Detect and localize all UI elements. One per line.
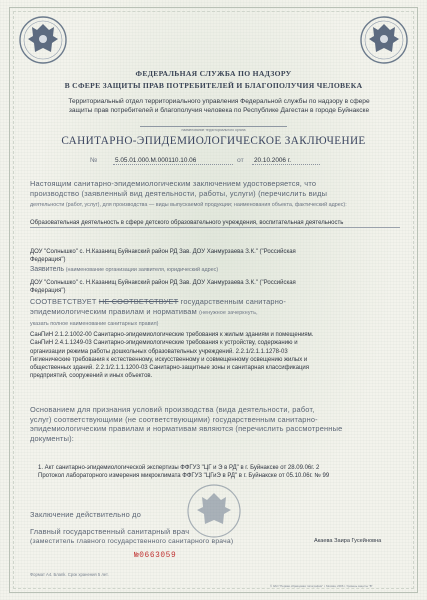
printer-footer: © ЗАО "Первая образцовая типография" г. Москва, 2006 г. Уровень защиты "В" bbox=[270, 584, 373, 588]
document-line: Протокол лабораторного измерения микроклимата ФФГУЗ "ЦГиЭ в РД" в г. Буйнакске от 05.10.06г. № 99 bbox=[38, 473, 330, 480]
chief-doctor-line1: Главный государственный санитарный врач bbox=[30, 527, 190, 536]
norm-line: общественных зданий. 2.2.1/2.1.1.1200-03 Санитарно-защитные зоны и санитарная классификация bbox=[30, 365, 310, 372]
norm-line: СанПиН 2.4.1.1249-03 Санитарно-эпидемиологические требования к устройству, содержанию и bbox=[30, 340, 298, 347]
certifies-line1: Настоящим санитарно-эпидемиологическим заключением удостоверяется, что bbox=[30, 179, 317, 188]
compliance-paragraph bbox=[30, 297, 402, 318]
basis-line1: Основанием для признания условий производства (вида деятельности, работ, bbox=[30, 405, 315, 414]
validity-row: Заключение действительно до bbox=[30, 510, 142, 519]
applicant-organization bbox=[30, 279, 398, 296]
object-organization-line1: ДОУ "Солнышко" с. Н.Казанищ Буйнакский район РД Зав. ДОУ Ханмурзаева З.К." ("Российская bbox=[30, 249, 296, 255]
applicant-label: Заявитель bbox=[30, 266, 65, 273]
applicant-organization-line2: Федерация") bbox=[30, 288, 66, 295]
signatory-name: Акаева Заира Гусейновна bbox=[314, 538, 382, 544]
date-label: от bbox=[237, 157, 244, 164]
compliance-complies: СООТВЕТСТВУЕТ bbox=[30, 297, 97, 306]
object-organization bbox=[30, 248, 398, 265]
agency-name-line1: ФЕДЕРАЛЬНАЯ СЛУЖБА ПО НАДЗОРУ bbox=[135, 69, 292, 78]
certifies-detail: деятельности (работ, услуг), для производства — виды выпускаемой продукции; наименования объекта, фактический адрес): bbox=[30, 202, 347, 208]
norm-line: Гигиенические требования к естественному, искусственному и совмещенному освещению жилых и bbox=[30, 356, 308, 363]
rospotrebnadzor-emblem-right-icon bbox=[359, 14, 409, 66]
form-footer: Формат А4. Блank. Срок хранения 5 лет. bbox=[30, 572, 109, 577]
serial-number: №0663059 bbox=[134, 552, 177, 560]
chief-doctor-title bbox=[30, 527, 310, 546]
compliance-not-complies: НЕ СООТВЕТСТВУЕТ bbox=[98, 297, 179, 306]
activity-description: Образовательная деятельность в сфере детского образовательного учреждения, воспитательная деятельность bbox=[30, 219, 400, 228]
object-organization-line2: Федерация") bbox=[30, 257, 66, 264]
document-title: САНИТАРНО-ЭПИДЕМИОЛОГИЧЕСКОЕ ЗАКЛЮЧЕНИЕ bbox=[61, 135, 366, 147]
basis-line4: документы): bbox=[30, 433, 75, 443]
number-label: № bbox=[90, 157, 98, 164]
applicant-row bbox=[30, 266, 398, 274]
applicant-note: (наименование организации заявителя, юридический адрес) bbox=[65, 267, 219, 273]
territorial-body-caption: наименование территориального органа bbox=[140, 126, 287, 132]
compliance-rest2: эпидемиологическим правилам и нормативам bbox=[30, 306, 197, 316]
certifies-paragraph bbox=[30, 179, 400, 198]
applicant-organization-line1: ДОУ "Солнышко" с. Н.Казанищ Буйнакский район РД Зав. ДОУ Ханмурзаева З.К." ("Российская bbox=[30, 280, 296, 286]
document-line: 1. Акт санитарно-эпидемиологической экспертизы ФФГУЗ "ЦГ и Э в РД" в г. Буйнакске от 28.09.06г. 2 bbox=[38, 465, 320, 471]
basis-line2: услуг) соответствующими (не соответствующими) государственным санитарно- bbox=[30, 414, 318, 424]
norms-list bbox=[30, 331, 400, 381]
certifies-line2: производство (заявленный вид деятельности, работы, услуги) (перечислить виды bbox=[30, 188, 328, 198]
territorial-body-line1: Территориальный отдел территориального управления Федеральной службы по надзору в сфере bbox=[68, 98, 370, 105]
territorial-body-line2: защиты прав потребителей и благополучия человека по Республике Дагестан в городе Буйнакске bbox=[68, 107, 370, 114]
rospotrebnadzor-emblem-left-icon bbox=[18, 14, 68, 66]
compliance-rest1: государственным санитарно- bbox=[180, 297, 286, 306]
norm-line: СанПиН 2.1.2.1002-00 Санитарно-эпидемиологические требования к жилым зданиям и помещениям. bbox=[30, 332, 314, 338]
agency-name-line2: В СФЕРЕ ЗАЩИТЫ ПРАВ ПОТРЕБИТЕЛЕЙ И БЛАГОПОЛУЧИЯ ЧЕЛОВЕКА bbox=[64, 81, 363, 90]
certificate-date: 20.10.2006 г. bbox=[252, 157, 320, 165]
certificate-number: 5.05.01.000.М.000110.10.06 bbox=[113, 157, 233, 165]
norm-line: предприятий, сооружений и иных объектов. bbox=[30, 373, 153, 380]
territorial-body bbox=[54, 97, 384, 115]
chief-doctor-line2: (заместитель главного государственного санитарного врача) bbox=[30, 537, 234, 545]
basis-line3: эпидемиологическим правилам и нормативам являются (перечислить рассмотренные bbox=[30, 424, 343, 434]
number-date-row bbox=[90, 157, 350, 169]
norm-line: организации режима работы дошкольных образовательных учреждений. 2.2.1/2.1.1.1278-03 bbox=[30, 348, 288, 355]
basis-paragraph bbox=[30, 405, 402, 443]
compliance-note: (ненужное зачеркнуть, bbox=[199, 309, 258, 316]
documents-list bbox=[38, 464, 400, 481]
compliance-caption: указать полное наименование санитарных правил) bbox=[30, 321, 159, 327]
